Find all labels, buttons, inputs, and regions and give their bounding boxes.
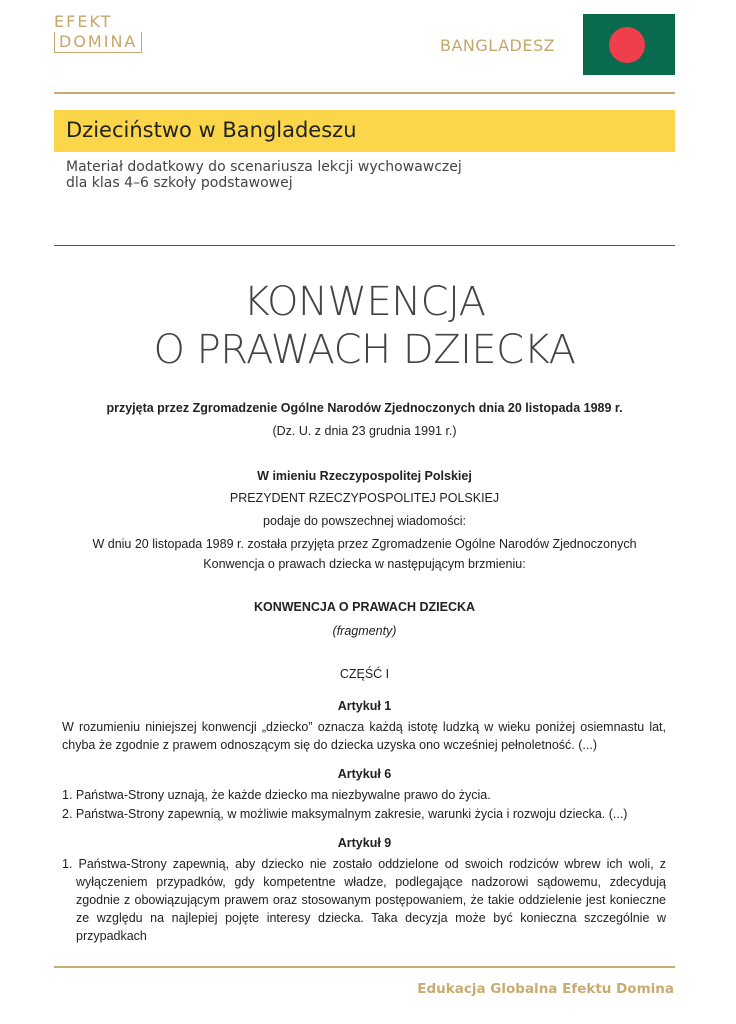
intro-line-2: Konwencja o prawach dziecka w następującym brzmieniu: (203, 557, 526, 571)
part-heading: CZĘŚĆ I (339, 667, 390, 681)
section-title: KONWENCJA O PRAWACH DZIECKA (253, 600, 476, 614)
in-name-line: W imieniu Rzeczypospolitej Polskiej (257, 469, 472, 483)
adopted-line: przyjęta przez Zgromadzenie Ogólne Narodów Zjednoczonych dnia 20 listopada 1989 r. (106, 401, 623, 415)
efekt-domina-logo (54, 12, 138, 76)
document-title (54, 278, 675, 374)
title-bar (54, 110, 675, 152)
footer-text: Edukacja Globalna Efektu Domina (417, 981, 674, 997)
section-divider (54, 245, 675, 246)
article-1-heading: Artykuł 1 (337, 699, 392, 713)
footer-divider (54, 966, 675, 968)
fragments-note: (fragmenty) (332, 624, 397, 638)
article-6-item-1: 1. Państwa-Strony uznają, że każde dziecko ma niezbywalne prawo do życia. (62, 788, 491, 802)
bangladesh-flag-icon (583, 14, 675, 75)
header-divider (54, 92, 675, 94)
article-9-item-1: 1. Państwa-Strony zapewnią, aby dziecko nie zostało oddzielone od swoich rodziców wbrew ich woli, z wyłączeniem przypadków, gdy kompetentne władze, podlegające nadzorowi sądowemu, zdecydują zgodnie z obowiązującym prawem oraz stosowanym postępowaniem, że takie oddzielenie jest konieczne ze względu na najlepiej pojęte interesy dziecka. Taka decyzja może być konieczna szczególnie w przypadkach (62, 857, 666, 943)
article-6-heading: Artykuł 6 (337, 767, 392, 781)
article-9-heading: Artykuł 9 (337, 836, 392, 850)
journal-line: (Dz. U. z dnia 23 grudnia 1991 r.) (272, 424, 457, 438)
article-6-item-2: 2. Państwa-Strony zapewnią, w możliwie maksymalnym zakresie, warunki życia i rozwoju dziecka. (...) (62, 807, 628, 821)
president-line: PREZYDENT RZECZYPOSPOLITEJ POLSKIEJ (229, 491, 500, 505)
announces-line: podaje do powszechnej wiadomości: (263, 514, 466, 528)
logo-line-1: EFEKT (54, 12, 113, 31)
document-title-line-2: O PRAWACH DZIECKA (153, 327, 576, 373)
page-title: Dzieciństwo w Bangladeszu (66, 118, 357, 142)
country-label: BANGLADESZ (440, 36, 556, 55)
subtitle (66, 159, 462, 191)
article-1-text: W rozumieniu niniejszej konwencji „dziecko” oznacza każdą istotę ludzką w wieku poniżej osiemnastu lat, chyba że zgodnie z prawem odnoszącym się do dziecka uzyska ono wcześniej pełnoletność. (...) (62, 720, 666, 752)
intro-line-1: W dniu 20 listopada 1989 r. została przyjęta przez Zgromadzenie Ogólne Narodów Zjednoczonych (92, 537, 637, 551)
flag-red-disc (609, 27, 645, 63)
subtitle-line-2: dla klas 4–6 szkoły podstawowej (66, 175, 293, 191)
logo-line-2: DOMINA (54, 32, 142, 53)
subtitle-line-1: Materiał dodatkowy do scenariusza lekcji wychowawczej (66, 159, 462, 175)
document-title-line-1: KONWENCJA (243, 279, 486, 325)
